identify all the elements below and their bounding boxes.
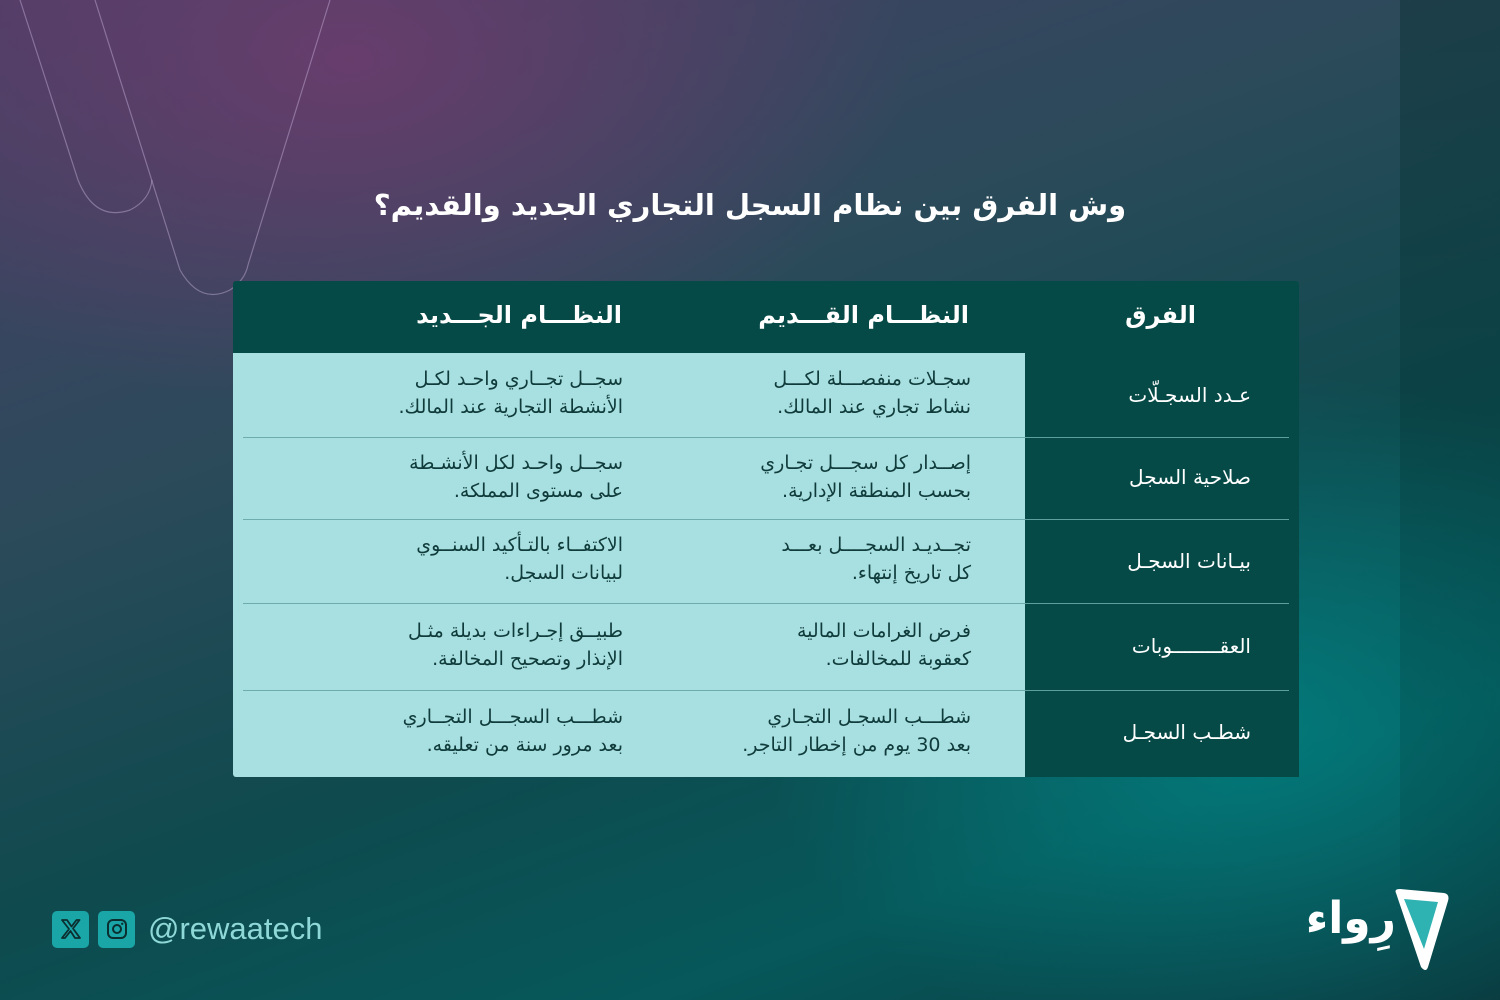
right-edge-band	[1400, 0, 1500, 1000]
new-system-cell	[403, 703, 623, 759]
old-system-cell	[781, 531, 971, 587]
new-system-cell	[416, 531, 623, 587]
cell-line: سجــل تجــاري واحـد لكـل	[414, 368, 623, 390]
table-row	[233, 690, 1299, 777]
cell-line: لبيانات السجل.	[504, 562, 623, 584]
old-system-cell	[760, 449, 971, 505]
row-label: شطـب السجـل	[1122, 720, 1251, 744]
cell-line: الإنذار وتصحيح المخالفة.	[432, 648, 623, 670]
cell-line: سجــل واحـد لكل الأنشـطة	[409, 452, 623, 474]
table-body	[233, 353, 1299, 777]
cell-line: الأنشطة التجارية عند المالك.	[398, 396, 623, 418]
x-icon[interactable]	[52, 911, 89, 948]
row-label: صلاحية السجل	[1129, 465, 1251, 489]
row-label: بيـانات السجـل	[1127, 549, 1251, 573]
table-row	[233, 519, 1299, 603]
header-difference: الفرق	[1125, 301, 1196, 329]
social-handle[interactable]: @rewaatech	[148, 911, 323, 946]
table-row	[233, 437, 1299, 519]
comparison-table	[233, 281, 1299, 777]
decorative-arc-lines	[0, 0, 400, 320]
header-new-system: النظـــام الجـــديد	[416, 301, 622, 329]
cell-line: فرض الغرامات المالية	[796, 620, 971, 642]
cell-line: نشاط تجاري عند المالك.	[777, 396, 971, 418]
new-system-cell	[408, 617, 623, 673]
header-old-system: النظـــام القـــديم	[758, 301, 969, 329]
cell-line: بحسب المنطقة الإدارية.	[782, 480, 971, 502]
row-label: العقــــــــوبات	[1131, 634, 1251, 658]
table-header	[233, 281, 1299, 353]
row-label: عـدد السجـلّات	[1128, 383, 1251, 407]
cell-line: بعد 30 يوم من إخطار التاجر.	[742, 734, 971, 756]
table-row	[233, 353, 1299, 437]
old-system-cell	[773, 365, 971, 421]
cell-line: تجــديـد السجــــل بعـــد	[781, 534, 971, 556]
new-system-cell	[399, 365, 623, 421]
cell-line: الاكتفــاء بالتـأكيد السنــوي	[416, 534, 623, 556]
old-system-cell	[742, 703, 971, 759]
old-system-cell	[797, 617, 971, 673]
new-system-cell	[409, 449, 623, 505]
cell-line: سجـلات منفصـــلة لكـــل	[773, 368, 971, 390]
page-title: وش الفرق بين نظام السجل التجاري الجديد والقديم؟	[373, 188, 1127, 222]
logo-mark-icon	[1392, 887, 1452, 973]
cell-line: على مستوى المملكة.	[453, 480, 623, 502]
cell-line: كعقوبة للمخالفات.	[825, 648, 971, 670]
instagram-icon[interactable]	[98, 911, 135, 948]
table-row	[233, 603, 1299, 690]
cell-line: إصــدار كل سجـــل تجـاري	[760, 452, 971, 474]
logo-wordmark: رِواء	[1305, 893, 1396, 944]
cell-line: طبيــق إجـراءات بديلة مثـل	[407, 620, 623, 642]
cell-line: شطـــب السجـل التجـاري	[767, 706, 971, 728]
cell-line: بعد مرور سنة من تعليقه.	[426, 734, 623, 756]
social-links	[52, 910, 323, 948]
rewaa-logo	[1296, 885, 1456, 975]
cell-line: شطـــب السجـــل التجــاري	[402, 706, 623, 728]
cell-line: كل تاريخ إنتهاء.	[851, 562, 971, 584]
